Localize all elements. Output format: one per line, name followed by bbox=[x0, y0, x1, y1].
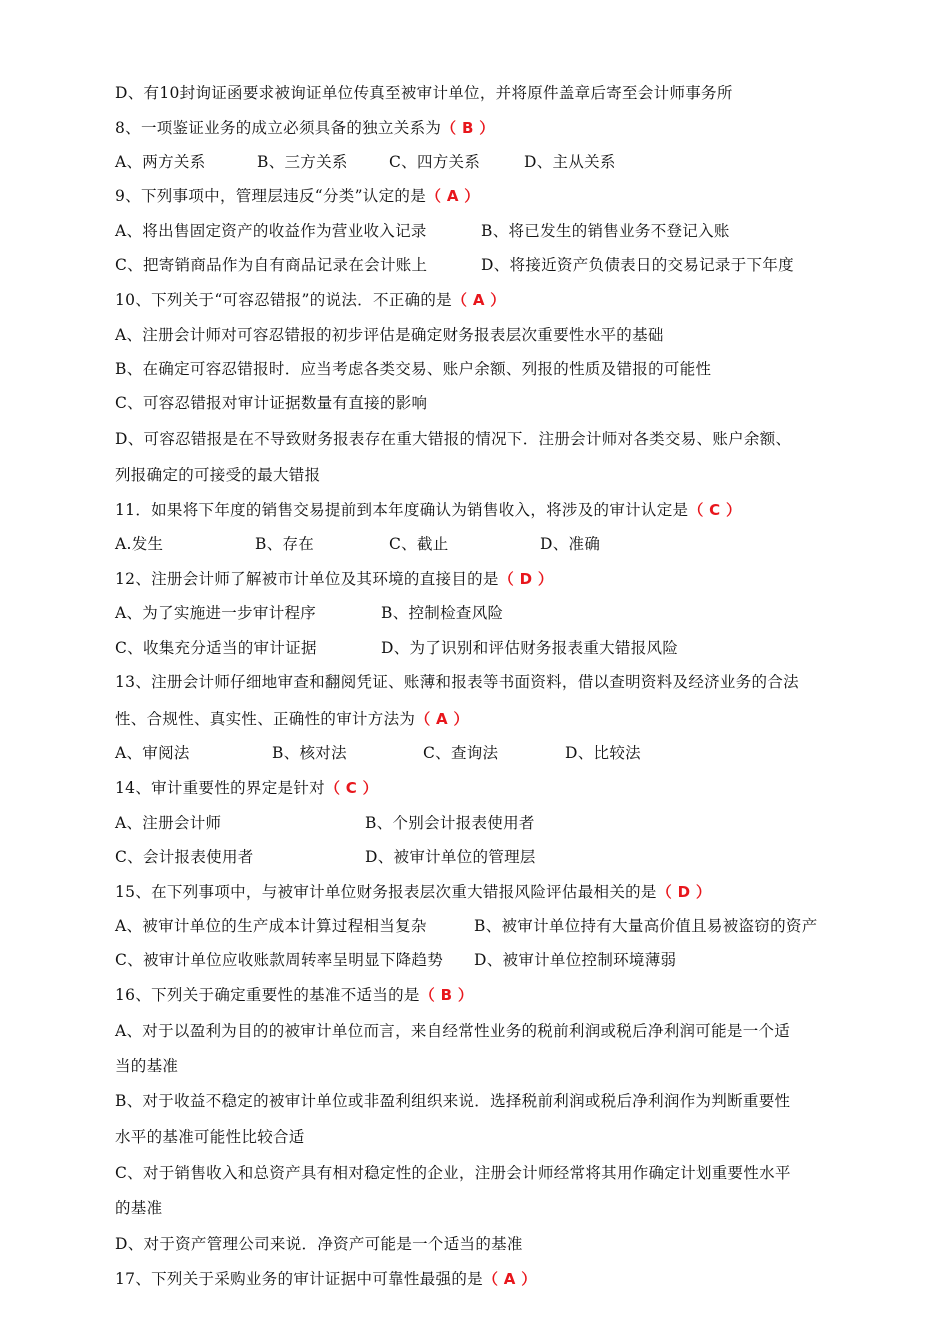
answer-mark: （ A ） bbox=[482, 1270, 537, 1288]
answer-letter: A bbox=[503, 1270, 516, 1288]
text-line bbox=[115, 671, 799, 693]
answer-mark: （ D ） bbox=[498, 570, 554, 588]
text-line bbox=[115, 392, 427, 414]
option-text: B、被审计单位持有大量高价值且易被盗窃的资产 bbox=[474, 917, 818, 935]
answer-letter: A bbox=[436, 710, 448, 728]
line-text: 12、注册会计师了解被市计单位及其环境的直接目的是 bbox=[115, 570, 499, 588]
line-text: 性、合规性、真实性、正确性的审计方法为 bbox=[115, 710, 416, 728]
question-line bbox=[115, 568, 553, 590]
question-line bbox=[115, 984, 473, 1006]
answer-mark: （ D ） bbox=[656, 883, 712, 901]
answer-letter: A bbox=[446, 187, 459, 205]
line-text: 15、在下列事项中，与被审计单位财务报表层次重大错报风险评估最相关的是 bbox=[115, 883, 657, 901]
option-text: C、收集充分适当的审计证据 bbox=[115, 639, 317, 657]
question-line bbox=[115, 185, 480, 207]
answer-mark: （ B ） bbox=[441, 119, 495, 137]
option-text: B、个别会计报表使用者 bbox=[365, 814, 535, 832]
line-text: A、对于以盈利为目的的被审计单位而言，来自经常性业务的税前利润或税后净利润可能是一个适 bbox=[115, 1022, 791, 1040]
text-line bbox=[115, 324, 664, 346]
text-line bbox=[115, 1197, 162, 1219]
line-text: 当的基准 bbox=[115, 1057, 179, 1075]
line-text: D、可容忍错报是在不导致财务报表存在重大错报的情况下．注册会计师对各类交易、账户余额、 bbox=[115, 430, 792, 448]
line-text: A、注册会计师对可容忍错报的初步评估是确定财务报表层次重要性水平的基础 bbox=[115, 326, 664, 344]
option-text: D、比较法 bbox=[565, 744, 641, 762]
answer-mark: （ A ） bbox=[451, 291, 506, 309]
option-text: C、四方关系 bbox=[389, 153, 481, 171]
option-text: A、为了实施进一步审计程序 bbox=[115, 604, 317, 622]
option-text: B、将已发生的销售业务不登记入账 bbox=[481, 222, 730, 240]
line-text: 13、注册会计师仔细地审查和翻阅凭证、账薄和报表等书面资料，借以查明资料及经济业务的合法 bbox=[115, 673, 799, 691]
text-line bbox=[115, 1090, 790, 1112]
line-text: B、在确定可容忍错报时．应当考虑各类交易、账户余额、列报的性质及错报的可能性 bbox=[115, 360, 712, 378]
question-line bbox=[115, 117, 495, 139]
option-text: C、会计报表使用者 bbox=[115, 848, 254, 866]
question-line bbox=[115, 777, 378, 799]
option-text: B、控制检查风险 bbox=[381, 604, 504, 622]
text-line bbox=[115, 358, 711, 380]
line-text: 9、下列事项中，管理层违反“分类”认定的是 bbox=[115, 187, 427, 205]
text-line bbox=[115, 428, 791, 450]
option-text: D、被审计单位的管理层 bbox=[365, 848, 536, 866]
answer-letter: D bbox=[677, 883, 691, 901]
option-text: C、查询法 bbox=[423, 744, 499, 762]
option-text: B、核对法 bbox=[272, 744, 347, 762]
option-text: B、存在 bbox=[255, 535, 315, 553]
line-text: 列报确定的可接受的最大错报 bbox=[115, 466, 321, 484]
option-text: D、将接近资产负债表日的交易记录于下年度 bbox=[481, 256, 794, 274]
answer-mark: （ C ） bbox=[688, 501, 742, 519]
option-text: D、被审计单位控制环境薄弱 bbox=[474, 951, 677, 969]
text-line bbox=[115, 1055, 178, 1077]
option-text: D、主从关系 bbox=[524, 153, 616, 171]
option-text: A、被审计单位的生产成本计算过程相当复杂 bbox=[115, 917, 427, 935]
answer-letter: C bbox=[709, 501, 721, 519]
text-line bbox=[115, 1126, 305, 1148]
answer-mark: （ A ） bbox=[426, 187, 480, 205]
text-line bbox=[115, 1162, 791, 1184]
question-line bbox=[115, 499, 741, 521]
answer-letter: B bbox=[440, 986, 453, 1004]
answer-letter: B bbox=[462, 119, 474, 137]
answer-letter: D bbox=[519, 570, 533, 588]
option-text: D、为了识别和评估财务报表重大错报风险 bbox=[381, 639, 679, 657]
question-line bbox=[115, 881, 711, 903]
option-text: A、两方关系 bbox=[115, 153, 206, 171]
text-line bbox=[115, 82, 733, 104]
answer-mark: （ B ） bbox=[419, 986, 474, 1004]
option-text: A.发生 bbox=[115, 535, 164, 553]
line-text: 16、下列关于确定重要性的基准不适当的是 bbox=[115, 986, 420, 1004]
option-text: B、三方关系 bbox=[257, 153, 348, 171]
line-text: B、对于收益不稳定的被审计单位或非盈利组织来说．选择税前利润或税后净利润作为判断重要性 bbox=[115, 1092, 791, 1110]
question-line bbox=[115, 708, 469, 730]
line-text: 水平的基准可能性比较合适 bbox=[115, 1128, 305, 1146]
text-line bbox=[115, 1233, 523, 1255]
option-text: C、被审计单位应收账款周转率呈明显下降趋势 bbox=[115, 951, 444, 969]
line-text: C、对于销售收入和总资产具有相对稳定性的企业，注册会计师经常将其用作确定计划重要性水平 bbox=[115, 1164, 791, 1182]
text-line bbox=[115, 1020, 790, 1042]
line-text: 8、一项鉴证业务的成立必须具备的独立关系为 bbox=[115, 119, 442, 137]
question-line bbox=[115, 1268, 537, 1290]
line-text: 14、审计重要性的界定是针对 bbox=[115, 779, 325, 797]
option-text: C、截止 bbox=[389, 535, 449, 553]
answer-letter: C bbox=[345, 779, 358, 797]
line-text: 的基准 bbox=[115, 1199, 163, 1217]
answer-letter: A bbox=[472, 291, 485, 309]
option-text: A、注册会计师 bbox=[115, 814, 222, 832]
option-text: A、将出售固定资产的收益作为营业收入记录 bbox=[115, 222, 427, 240]
answer-mark: （ A ） bbox=[415, 710, 469, 728]
option-text: D、准确 bbox=[540, 535, 601, 553]
line-text: C、可容忍错报对审计证据数量有直接的影响 bbox=[115, 394, 428, 412]
line-text: 11．如果将下年度的销售交易提前到本年度确认为销售收入，将涉及的审计认定是 bbox=[115, 501, 689, 519]
line-text: 17、下列关于采购业务的审计证据中可靠性最强的是 bbox=[115, 1270, 483, 1288]
line-text: 10、下列关于“可容忍错报”的说法．不正确的是 bbox=[115, 291, 452, 309]
option-text: A、审阅法 bbox=[115, 744, 190, 762]
question-line bbox=[115, 289, 506, 311]
line-text: D、有10封询证函要求被询证单位传真至被审计单位，并将原件盖章后寄至会计师事务所 bbox=[115, 84, 733, 102]
answer-mark: （ C ） bbox=[324, 779, 378, 797]
text-line bbox=[115, 464, 320, 486]
line-text: D、对于资产管理公司来说．净资产可能是一个适当的基准 bbox=[115, 1235, 523, 1253]
option-text: C、把寄销商品作为自有商品记录在会计账上 bbox=[115, 256, 428, 274]
